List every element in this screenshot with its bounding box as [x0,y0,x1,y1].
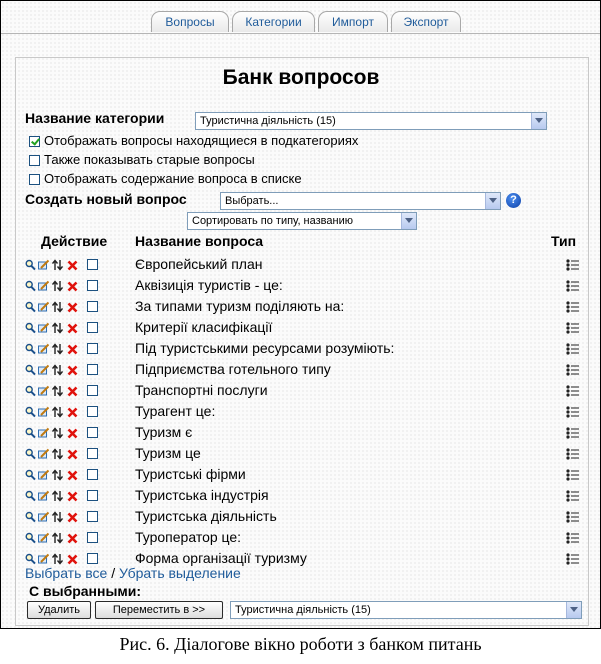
row-actions [25,510,81,522]
question-name: Європейський план [135,256,263,272]
delete-icon[interactable] [67,531,78,543]
row-actions [25,279,81,291]
question-name: Туроператор це: [135,529,242,545]
edit-icon[interactable] [38,426,49,438]
table-row [1,359,601,380]
preview-icon[interactable] [25,405,36,417]
delete-icon[interactable] [67,426,78,438]
row-checkbox[interactable] [87,280,98,291]
row-checkbox[interactable] [87,343,98,354]
option-show-text[interactable] [29,171,302,187]
table-row [1,254,601,275]
table-row [1,422,601,443]
row-checkbox[interactable] [87,427,98,438]
row-checkbox[interactable] [87,511,98,522]
table-row [1,317,601,338]
row-actions [25,447,81,459]
option-label: Отображать вопросы находящиеся в подкатегориях [44,133,359,148]
delete-icon[interactable] [67,258,78,270]
tab-export[interactable]: Экспорт [391,11,461,32]
row-actions [25,384,81,396]
move-icon[interactable] [52,405,63,417]
move-to-button[interactable]: Переместить в >> [95,601,223,619]
category-label: Название категории [25,110,165,126]
multichoice-icon [566,300,580,312]
row-checkbox[interactable] [87,259,98,270]
old-questions-checkbox[interactable] [29,155,40,166]
table-row [1,401,601,422]
delete-icon[interactable] [67,447,78,459]
delete-icon[interactable] [67,363,78,375]
question-name: Критерії класифікації [135,319,273,335]
multichoice-icon [566,426,580,438]
move-icon[interactable] [52,363,63,375]
question-name: Аквізиція туристів - це: [135,277,283,293]
preview-icon[interactable] [25,510,36,522]
question-name: Турагент це: [135,403,216,419]
with-selected-label: С выбранными: [29,583,142,599]
delete-icon[interactable] [67,552,78,564]
row-checkbox[interactable] [87,406,98,417]
move-icon[interactable] [52,468,63,480]
figure-caption: Рис. 6. Діалогове вікно роботи з банком питань [119,634,482,654]
multichoice-icon [566,258,580,270]
select-all-link[interactable]: Выбрать все [25,565,108,581]
delete-icon[interactable] [67,279,78,291]
column-header-action: Действие [41,233,108,249]
tab-categories[interactable]: Категории [232,11,315,32]
multichoice-icon [566,489,580,501]
edit-icon[interactable] [38,405,49,417]
table-row [1,506,601,527]
edit-icon[interactable] [38,489,49,501]
move-target-select[interactable] [230,601,582,619]
question-name: Під туристськими ресурсами розуміють: [135,340,395,356]
delete-icon[interactable] [67,468,78,480]
column-header-name[interactable]: Название вопроса [135,233,264,249]
delete-icon[interactable] [67,510,78,522]
category-select[interactable] [195,112,547,130]
deselect-link[interactable]: Убрать выделение [119,565,241,581]
table-row [1,443,601,464]
move-icon[interactable] [52,321,63,333]
column-header-type[interactable]: Тип [551,233,577,249]
table-row [1,464,601,485]
delete-icon[interactable] [67,405,78,417]
multichoice-icon [566,552,580,564]
row-actions [25,300,81,312]
move-icon[interactable] [52,510,63,522]
tab-questions[interactable]: Вопросы [151,11,229,32]
chevron-down-icon [566,602,581,618]
move-icon[interactable] [52,300,63,312]
create-question-select[interactable] [220,192,501,210]
row-checkbox[interactable] [87,532,98,543]
row-checkbox[interactable] [87,448,98,459]
preview-icon[interactable] [25,531,36,543]
row-checkbox[interactable] [87,553,98,564]
help-icon[interactable]: ? [506,193,521,208]
edit-icon[interactable] [38,321,49,333]
table-row [1,527,601,548]
delete-icon[interactable] [67,321,78,333]
preview-icon[interactable] [25,321,36,333]
option-label: Также показывать старые вопросы [44,152,255,167]
table-row [1,296,601,317]
edit-icon[interactable] [38,342,49,354]
row-actions [25,258,81,270]
delete-icon[interactable] [67,384,78,396]
move-icon[interactable] [52,279,63,291]
move-icon[interactable] [52,426,63,438]
chevron-down-icon [531,113,546,129]
row-actions [25,426,81,438]
row-checkbox[interactable] [87,490,98,501]
multichoice-icon [566,405,580,417]
tab-import[interactable]: Импорт [318,11,388,32]
move-icon[interactable] [52,258,63,270]
question-name: Туристська індустрія [135,487,269,503]
question-name: Туризм є [135,424,193,440]
edit-icon[interactable] [38,468,49,480]
page-title: Банк вопросов [222,66,380,89]
preview-icon[interactable] [25,363,36,375]
multichoice-icon [566,279,580,291]
option-show-old[interactable] [29,152,255,168]
row-checkbox[interactable] [87,385,98,396]
row-checkbox[interactable] [87,469,98,480]
create-question-label: Создать новый вопрос [25,191,187,207]
question-name: Транспортні послуги [135,382,268,398]
row-actions [25,552,81,564]
chevron-down-icon [485,193,500,209]
sort-selected-value: Сортировать по типу, названию [192,215,353,227]
table-row [1,380,601,401]
subcategories-checkbox[interactable] [29,136,40,147]
option-show-subcategories[interactable] [29,133,358,149]
category-selected-value: Туристична діяльність (15) [200,115,336,127]
link-separator: / [107,565,120,581]
delete-icon[interactable] [67,489,78,501]
option-label: Отображать содержание вопроса в списке [44,171,302,186]
chevron-down-icon [401,213,416,229]
move-icon[interactable] [52,447,63,459]
delete-icon[interactable] [67,342,78,354]
create-selected-value: Выбрать... [225,195,279,207]
move-icon[interactable] [52,342,63,354]
preview-icon[interactable] [25,426,36,438]
show-text-checkbox[interactable] [29,174,40,185]
move-icon[interactable] [52,531,63,543]
table-row [1,275,601,296]
row-actions [25,342,81,354]
preview-icon[interactable] [25,279,36,291]
question-name: Форма організації туризму [135,550,307,566]
edit-icon[interactable] [38,447,49,459]
move-icon[interactable] [52,489,63,501]
multichoice-icon [566,531,580,543]
delete-button[interactable]: Удалить [27,601,91,619]
preview-icon[interactable] [25,384,36,396]
row-checkbox[interactable] [87,364,98,375]
edit-icon[interactable] [38,258,49,270]
preview-icon[interactable] [25,342,36,354]
preview-icon[interactable] [25,447,36,459]
question-name: Туристські фірми [135,466,246,482]
question-name: Туризм це [135,445,201,461]
question-name: За типами туризм поділяють на: [135,298,345,314]
edit-icon[interactable] [38,552,49,564]
move-icon[interactable] [52,384,63,396]
move-icon[interactable] [52,552,63,564]
tab-divider [1,33,600,34]
multichoice-icon [566,468,580,480]
row-actions [25,531,81,543]
edit-icon[interactable] [38,363,49,375]
preview-icon[interactable] [25,468,36,480]
preview-icon[interactable] [25,300,36,312]
multichoice-icon [566,447,580,459]
multichoice-icon [566,363,580,375]
table-row [1,338,601,359]
edit-icon[interactable] [38,510,49,522]
preview-icon[interactable] [25,489,36,501]
move-target-value: Туристична діяльність (15) [235,604,371,616]
multichoice-icon [566,384,580,396]
table-row [1,485,601,506]
row-actions [25,405,81,417]
question-name: Туристська діяльність [135,508,277,524]
select-links [25,565,241,581]
row-actions [25,468,81,480]
row-checkbox[interactable] [87,301,98,312]
multichoice-icon [566,342,580,354]
row-checkbox[interactable] [87,322,98,333]
row-actions [25,321,81,333]
delete-icon[interactable] [67,300,78,312]
row-actions [25,489,81,501]
edit-icon[interactable] [38,384,49,396]
edit-icon[interactable] [38,300,49,312]
multichoice-icon [566,510,580,522]
preview-icon[interactable] [25,552,36,564]
row-actions [25,363,81,375]
edit-icon[interactable] [38,531,49,543]
multichoice-icon [566,321,580,333]
sort-select[interactable] [187,212,417,230]
question-name: Підприємства готельного типу [135,361,331,377]
edit-icon[interactable] [38,279,49,291]
preview-icon[interactable] [25,258,36,270]
